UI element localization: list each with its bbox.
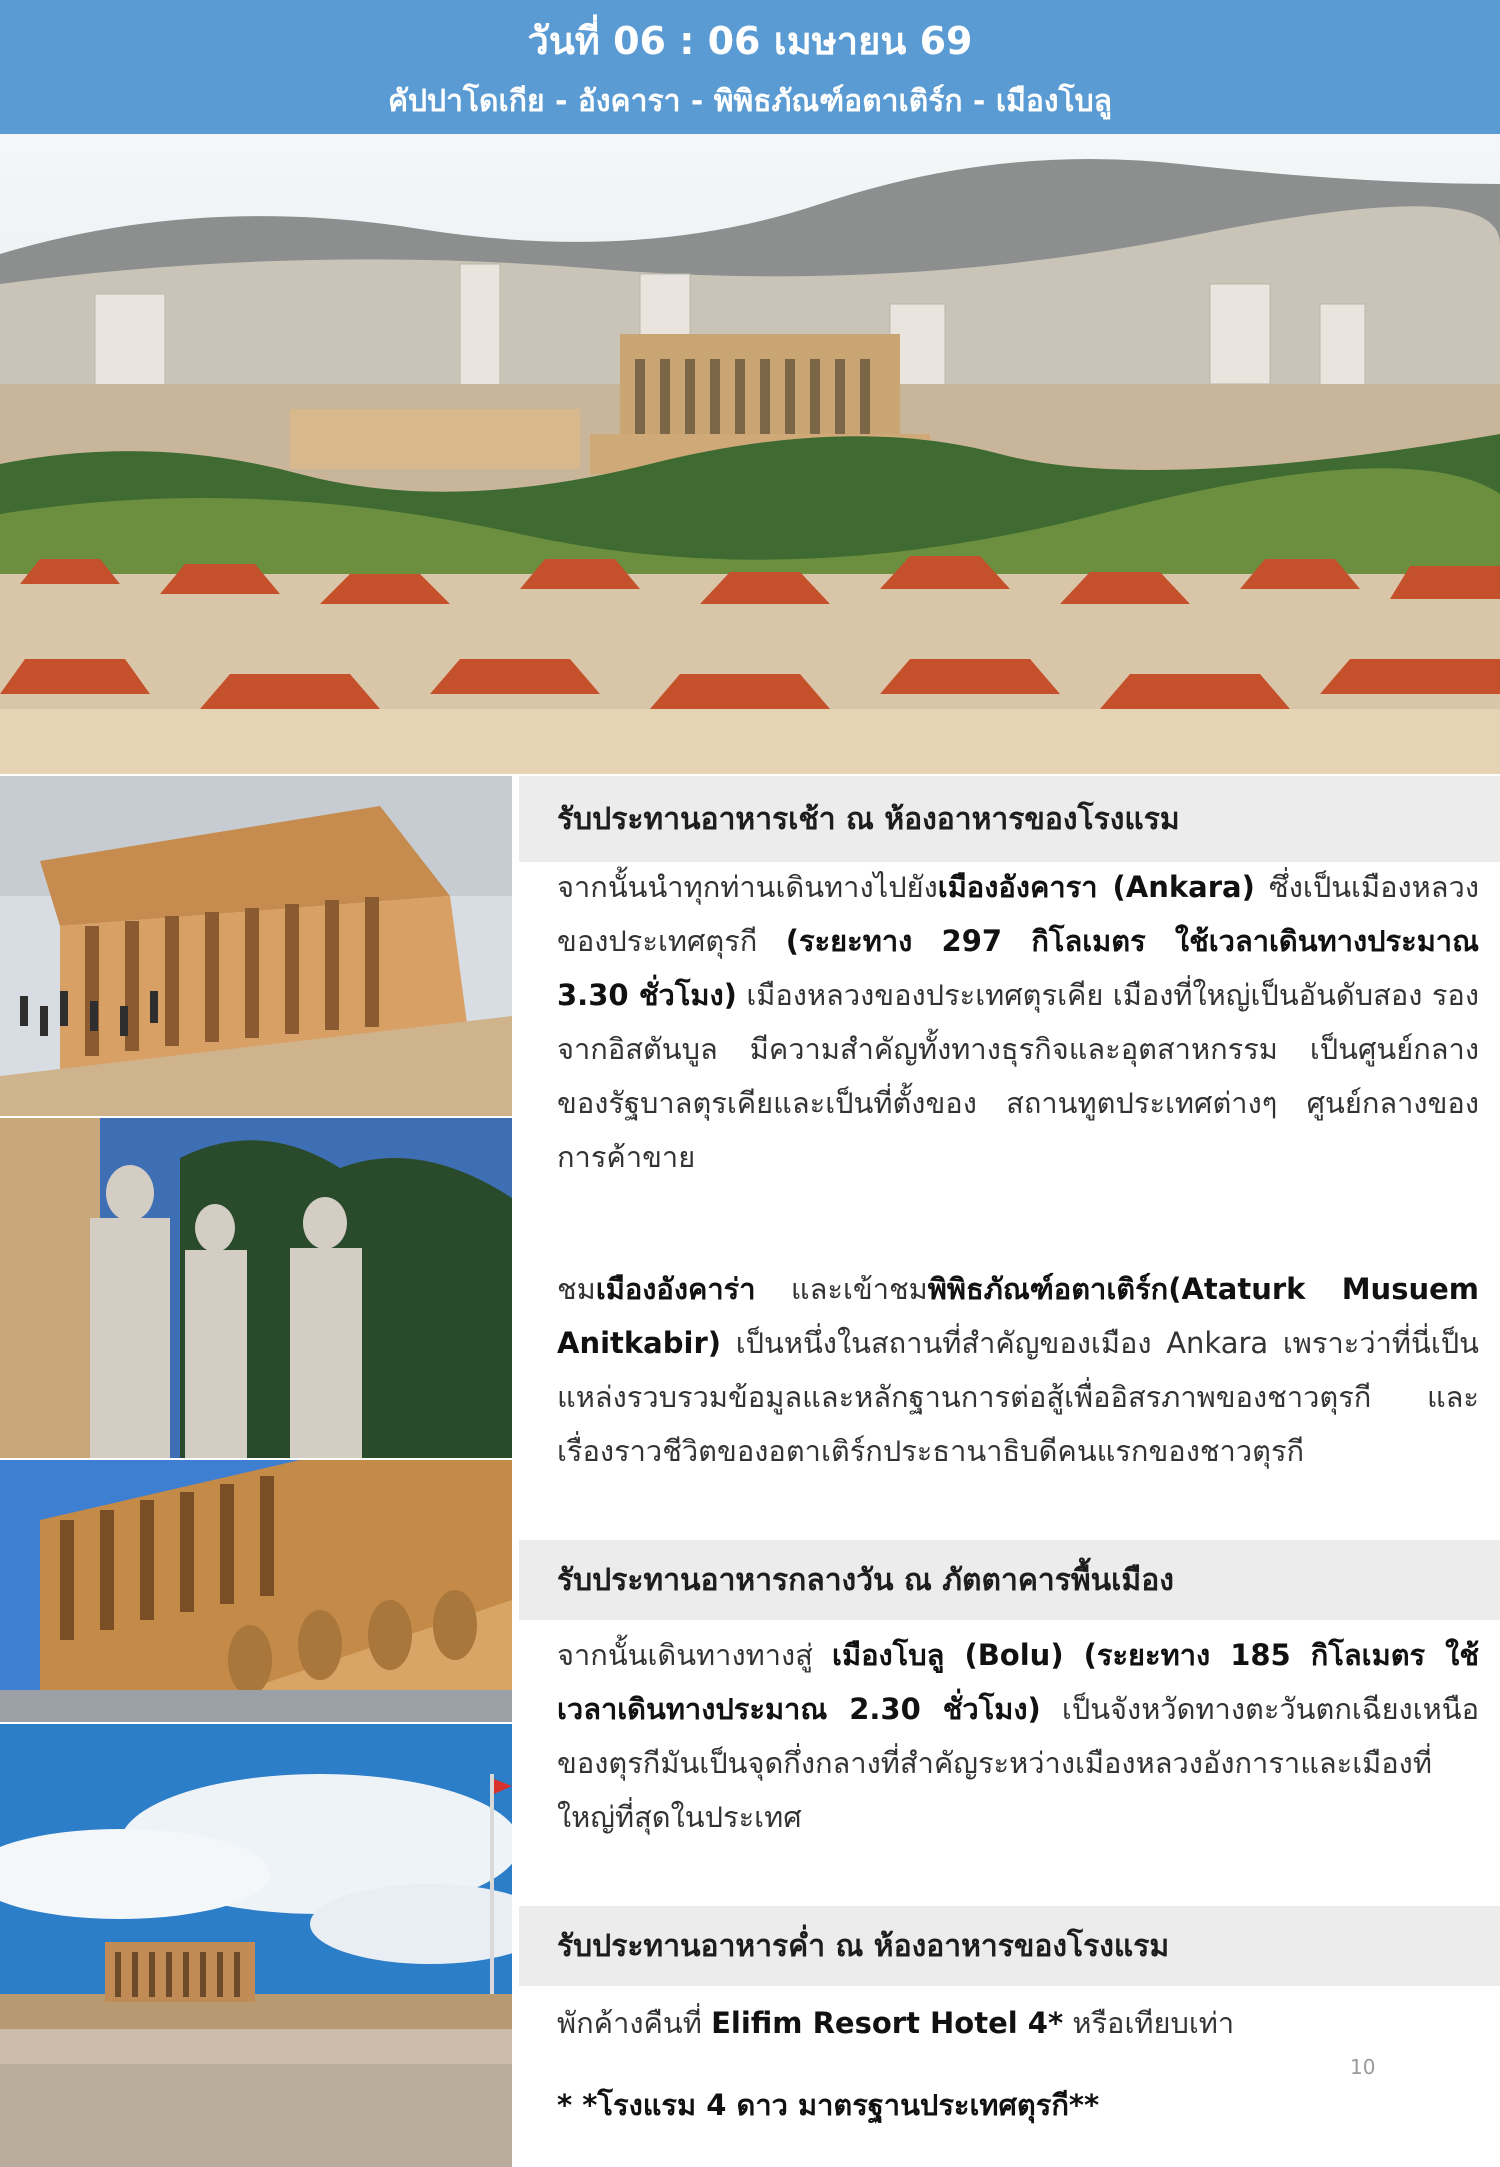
ceremonial-plaza-photo [0,1724,512,2167]
hotel-standard-note: * *โรงแรม 4 ดาว มาตรฐานประเทศตุรกี** [557,2088,1100,2122]
day-title: วันที่ 06 : 06 เมษายน 69 [527,19,973,63]
ankara-paragraph: จากนั้นนำทุกท่านเดินทางไปยังเมืองอังคารา (Ankara) ซึ่งเป็นเมืองหลวงของประเทศตุรกี (ระยะทาง 297 กิโลเมตร ใช้เวลาเดินทางประมาณ 3.30 ชั่วโมง) เมืองหลวงของประเทศตุรเคีย เมืองที่ใหญ่เป็นอันดับสอง รองจากอิสตันบูล มีความสำคัญทั้งทางธุรกิจและอุตสาหกรรม เป็นศูนย์กลางของรัฐบาลตุรเคียและเป็นที่ตั้งของ สถานทูตประเทศต่างๆ ศูนย์กลางของการค้าขาย [557,870,1479,1174]
lunch-heading: รับประทานอาหารกลางวัน ณ ภัตตาคารพื้นเมือง [519,1540,1500,1620]
soldier-statues-photo [0,1118,512,1458]
anitkabir-paragraph: ชมเมืองอังคาร่า และเข้าชมพิพิธภัณฑ์อตาเติร์ก(Ataturk Musuem Anitkabir) เป็นหนึ่งในสถานที่สำคัญของเมือง Ankara เพราะว่าที่นี่เป็นแหล่งรวบรวมข้อมูลและหลักฐานการต่อสู้เพื่ออิสรภาพของชาวตุรกี และเรื่องราวชีวิตของอตาเติร์กประธานาธิบดีคนแรกของชาวตุรกี [557,1272,1479,1468]
day-header [0,0,1500,134]
bolu-paragraph: จากนั้นเดินทางทางสู่ เมืองโบลู (Bolu) (ระยะทาง 185 กิโลเมตร ใช้เวลาเดินทางประมาณ 2.30 ชั่วโมง) เป็นจังหวัดทางตะวันตกเฉียงเหนือของตุรกีมันเป็นจุดกึ่งกลางที่สำคัญระหว่างเมืองหลวงอังการาและเมืองที่ใหญ่ที่สุดในประเทศ [557,1638,1480,1834]
hero-photo [0,134,1500,774]
route-title: คัปปาโดเกีย - อังคารา - พิพิธภัณฑ์อตาเติร์ก - เมืองโบลู [387,84,1113,119]
mausoleum-colonnade-photo [0,776,512,1116]
page-number: 10 [1350,2055,1376,2079]
hotel-paragraph: พักค้างคืนที่ Elifim Resort Hotel 4* หรือเทียบเท่า [557,2006,1235,2040]
breakfast-heading: รับประทานอาหารเช้า ณ ห้องอาหารของโรงแรม [519,776,1500,862]
relief-wall-photo [0,1460,512,1722]
dinner-heading: รับประทานอาหารค่ำ ณ ห้องอาหารของโรงแรม [519,1906,1500,1986]
